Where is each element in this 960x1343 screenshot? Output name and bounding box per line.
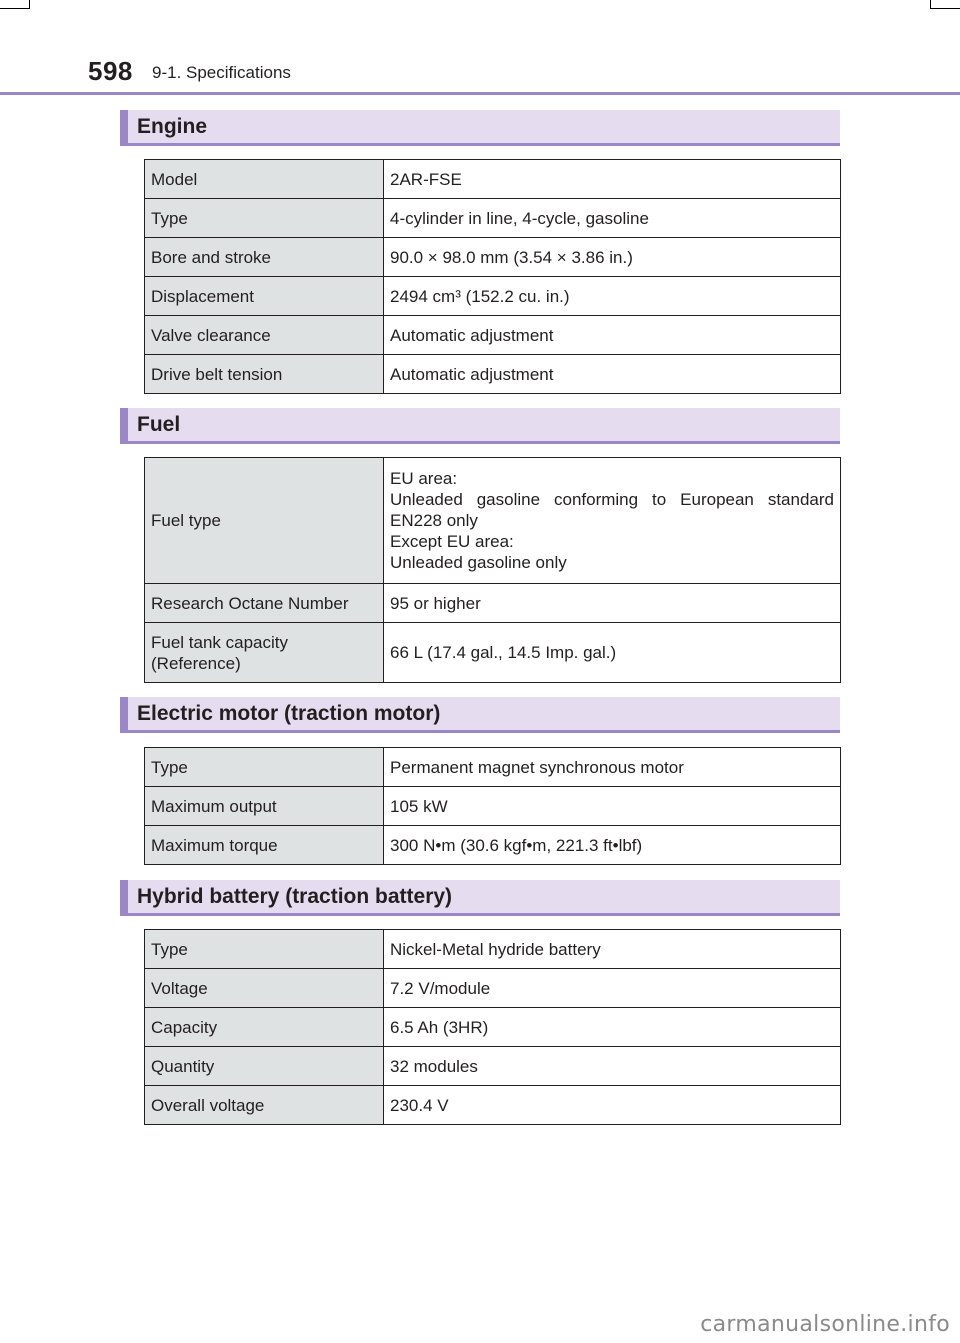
spec-value: 7.2 V/module <box>384 969 841 1008</box>
chapter-title: 9-1. Specifications <box>152 63 291 82</box>
crop-mark-right <box>930 0 960 9</box>
header-rule <box>0 92 960 95</box>
spec-label: Fuel type <box>145 458 384 584</box>
spec-value: Permanent magnet synchronous motor <box>384 748 841 787</box>
table-row <box>145 787 841 826</box>
spec-label: Maximum torque <box>145 826 384 865</box>
table-row <box>145 316 841 355</box>
battery-spec-table <box>144 929 841 1125</box>
spec-label: Maximum output <box>145 787 384 826</box>
spec-label: Type <box>145 748 384 787</box>
fuel-type-line: EU area: <box>390 469 458 488</box>
section-title: Engine <box>137 115 208 138</box>
engine-spec-table <box>144 159 841 394</box>
spec-value: 66 L (17.4 gal., 14.5 Imp. gal.) <box>384 623 841 683</box>
table-row <box>145 1047 841 1086</box>
spec-label: Fuel tank capacity (Reference) <box>145 623 384 683</box>
motor-spec-table <box>144 747 841 865</box>
spec-label: Voltage <box>145 969 384 1008</box>
section-battery-header <box>120 880 840 916</box>
spec-value: 4-cylinder in line, 4-cycle, gasoline <box>384 199 841 238</box>
spec-label: Type <box>145 199 384 238</box>
spec-label: Drive belt tension <box>145 355 384 394</box>
table-row <box>145 930 841 969</box>
spec-label: Overall voltage <box>145 1086 384 1125</box>
page-number: 598 <box>88 56 133 86</box>
table-row <box>145 969 841 1008</box>
table-row <box>145 623 841 683</box>
spec-value: 2AR-FSE <box>384 160 841 199</box>
table-row <box>145 584 841 623</box>
table-row <box>145 277 841 316</box>
section-title: Fuel <box>137 413 181 436</box>
table-row <box>145 458 841 584</box>
spec-label: Valve clearance <box>145 316 384 355</box>
spec-value: Automatic adjustment <box>384 316 841 355</box>
page-header <box>0 48 960 96</box>
section-fuel-header <box>120 408 840 444</box>
section-motor-header <box>120 697 840 733</box>
table-row <box>145 1008 841 1047</box>
spec-value: 105 kW <box>384 787 841 826</box>
spec-label: Research Octane Number <box>145 584 384 623</box>
fuel-type-line: Unleaded gasoline only <box>390 553 567 572</box>
section-title: Electric motor (traction motor) <box>137 702 441 725</box>
spec-label: Displacement <box>145 277 384 316</box>
fuel-type-line: Unleaded gasoline conforming to European standard EN228 only <box>390 490 834 530</box>
table-row <box>145 160 841 199</box>
section-accent <box>120 408 128 441</box>
spec-value: Nickel-Metal hydride battery <box>384 930 841 969</box>
table-row <box>145 748 841 787</box>
spec-label: Type <box>145 930 384 969</box>
spec-value: Automatic adjustment <box>384 355 841 394</box>
spec-label: Bore and stroke <box>145 238 384 277</box>
spec-value: 300 N•m (30.6 kgf•m, 221.3 ft•lbf) <box>384 826 841 865</box>
table-row <box>145 1086 841 1125</box>
spec-value: 2494 cm³ (152.2 cu. in.) <box>384 277 841 316</box>
spec-value: 32 modules <box>384 1047 841 1086</box>
spec-label: Quantity <box>145 1047 384 1086</box>
spec-value: 230.4 V <box>384 1086 841 1125</box>
section-title: Hybrid battery (traction battery) <box>137 885 453 908</box>
section-engine-header <box>120 110 840 146</box>
table-row <box>145 238 841 277</box>
section-accent <box>120 110 128 143</box>
spec-value: 6.5 Ah (3HR) <box>384 1008 841 1047</box>
section-accent <box>120 697 128 730</box>
table-row <box>145 355 841 394</box>
crop-mark-left <box>0 0 30 9</box>
section-accent <box>120 880 128 913</box>
table-row <box>145 826 841 865</box>
watermark-text: carmanualsonline.info <box>700 1312 950 1337</box>
fuel-type-line: Except EU area: <box>390 532 514 551</box>
table-row <box>145 199 841 238</box>
spec-value: 95 or higher <box>384 584 841 623</box>
spec-value-fuel-type <box>384 458 841 584</box>
spec-label: Capacity <box>145 1008 384 1047</box>
spec-label: Model <box>145 160 384 199</box>
spec-value: 90.0 × 98.0 mm (3.54 × 3.86 in.) <box>384 238 841 277</box>
fuel-spec-table <box>144 457 841 683</box>
